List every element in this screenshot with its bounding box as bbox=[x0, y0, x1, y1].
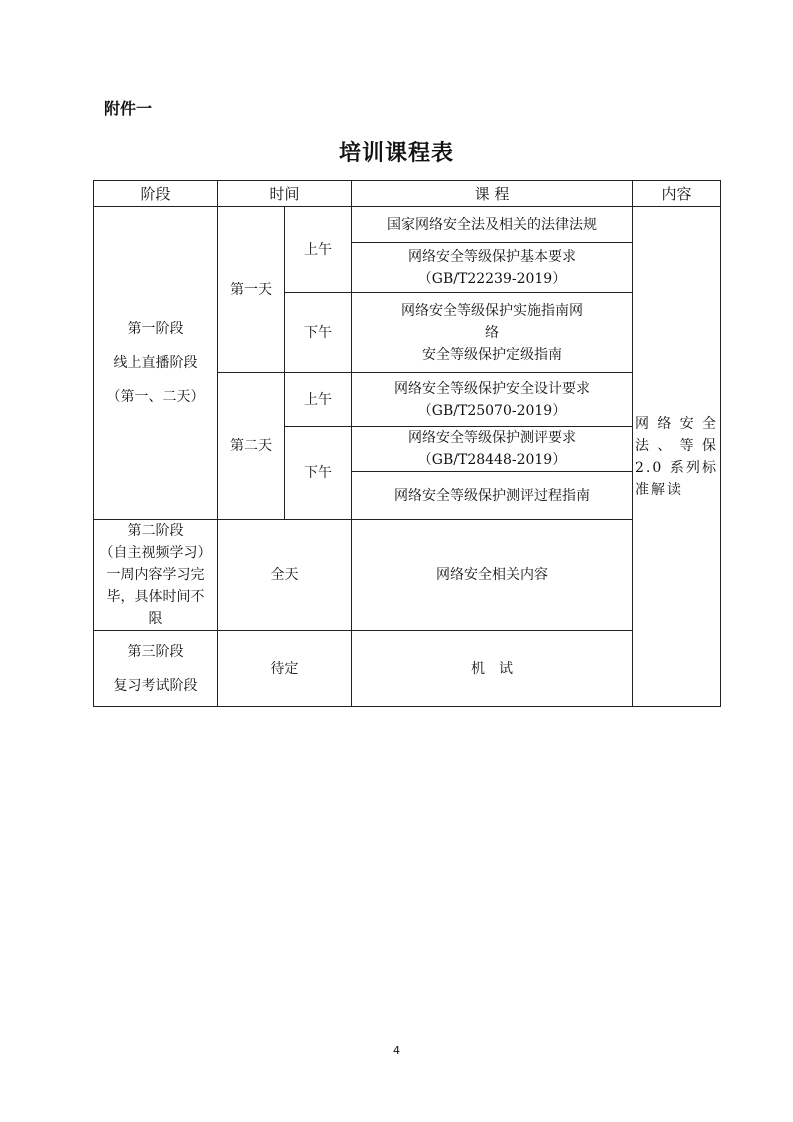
stage2-desc: 限 bbox=[148, 611, 163, 627]
day1-cell: 第一天 bbox=[218, 207, 285, 373]
stage2-name: 第二阶段 bbox=[127, 523, 184, 539]
stage2-desc: 一周内容学习完 bbox=[106, 567, 205, 583]
day2-am: 上午 bbox=[285, 373, 352, 427]
stage2-cell bbox=[94, 520, 218, 631]
stage1-desc: 线上直播阶段 bbox=[113, 355, 198, 371]
course-standard: （GB/T28448-2019） bbox=[417, 452, 567, 468]
course-standard: （GB/T25070-2019） bbox=[417, 402, 567, 419]
course-title: 网络安全等级保护测评要求 bbox=[408, 430, 577, 446]
course-cell: 机 试 bbox=[352, 631, 633, 707]
day2-cell: 第二天 bbox=[218, 373, 285, 520]
day2-pm: 下午 bbox=[285, 427, 352, 520]
course-title: 安全等级保护定级指南 bbox=[422, 346, 563, 363]
stage3-time: 待定 bbox=[218, 631, 352, 707]
attachment-label: 附件一 bbox=[104, 99, 153, 118]
course-cell bbox=[352, 373, 633, 427]
stage3-name: 第三阶段 bbox=[127, 643, 184, 660]
course-title: 网络安全等级保护安全设计要求 bbox=[394, 380, 591, 397]
course-title-cont: 络 bbox=[485, 324, 500, 341]
stage2-desc: （自主视频学习） bbox=[99, 545, 212, 561]
header-content: 内容 bbox=[633, 181, 721, 207]
page-title: 培训课程表 bbox=[338, 141, 454, 166]
stage1-days: （第一、二天） bbox=[106, 389, 205, 405]
table-row bbox=[94, 207, 721, 243]
day1-pm: 下午 bbox=[285, 293, 352, 373]
table-row bbox=[94, 631, 721, 707]
day1-am: 上午 bbox=[285, 207, 352, 293]
table-header-row bbox=[94, 181, 721, 207]
stage2-time: 全天 bbox=[218, 520, 352, 631]
course-title: 网络安全等级保护实施指南网 bbox=[401, 302, 584, 319]
page-number: 4 bbox=[393, 1044, 400, 1057]
stage1-name: 第一阶段 bbox=[127, 321, 184, 337]
course-cell: 国家网络安全法及相关的法律法规 bbox=[352, 207, 633, 243]
course-cell bbox=[352, 293, 633, 373]
header-time: 时间 bbox=[218, 181, 352, 207]
course-title: 网络安全等级保护基本要求 bbox=[408, 248, 577, 265]
course-standard: （GB/T22239-2019） bbox=[417, 270, 567, 287]
course-cell bbox=[352, 243, 633, 293]
header-stage: 阶段 bbox=[94, 181, 218, 207]
header-course: 课 程 bbox=[352, 181, 633, 207]
stage1-cell bbox=[94, 207, 218, 520]
training-schedule-table bbox=[93, 180, 721, 707]
course-cell: 网络安全等级保护测评过程指南 bbox=[352, 472, 633, 520]
course-cell: 网络安全相关内容 bbox=[352, 520, 633, 631]
stage2-desc: 毕，具体时间不 bbox=[106, 589, 205, 605]
content-cell: 网络安全法、等保 2.0 系列标准解读 bbox=[633, 207, 721, 707]
table-row bbox=[94, 520, 721, 631]
course-cell bbox=[352, 427, 633, 472]
stage3-cell bbox=[94, 631, 218, 707]
stage3-desc: 复习考试阶段 bbox=[113, 677, 198, 694]
